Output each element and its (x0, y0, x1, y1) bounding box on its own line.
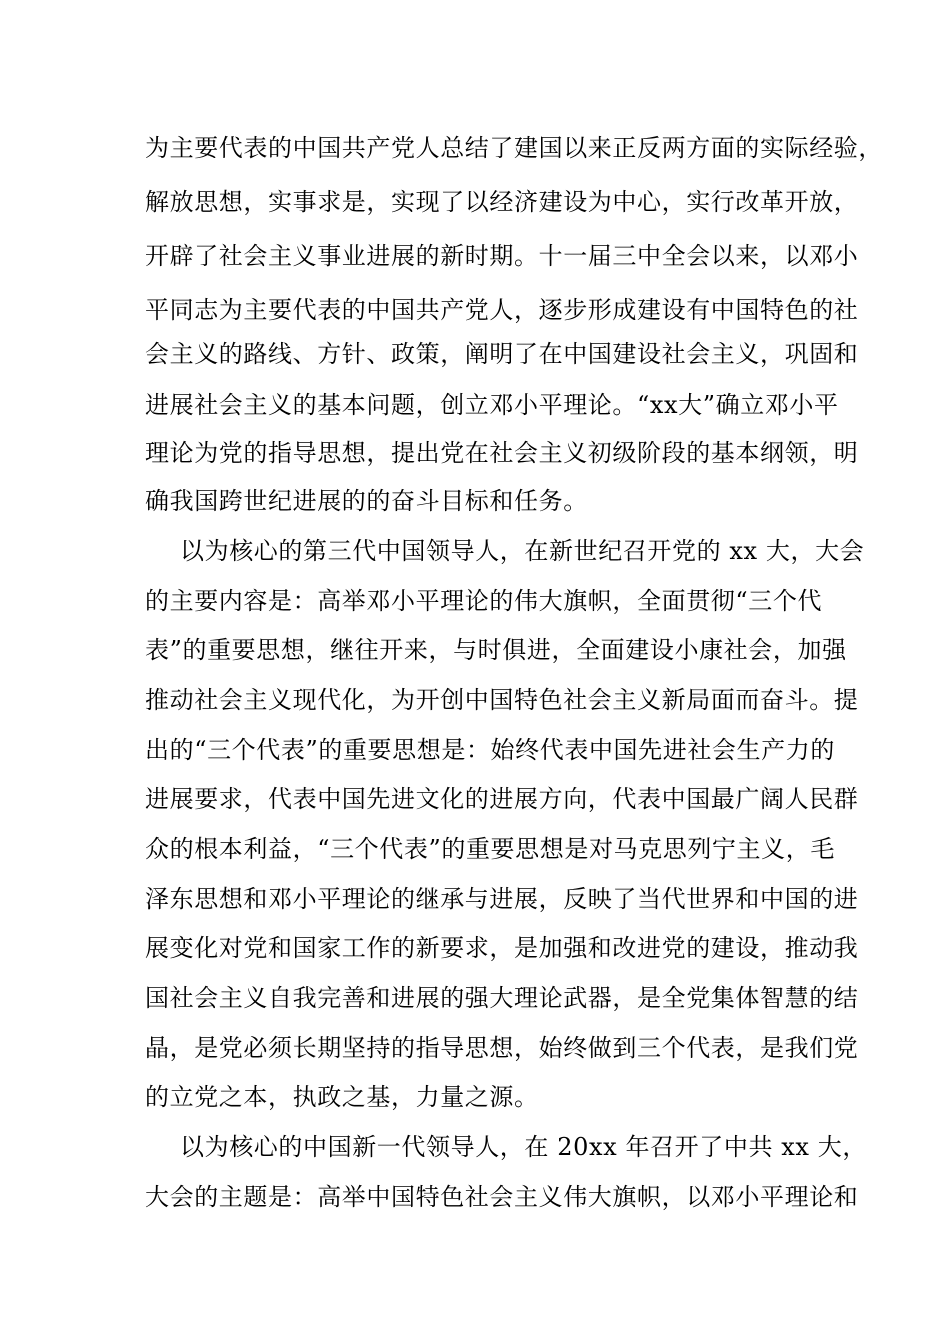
text-line: 为主要代表的中国共产党人总结了建国以来正反两方面的实际经验， (145, 134, 883, 162)
text-line: 推动社会主义现代化，为开创中国特色社会主义新局面而奋斗。提 (145, 686, 859, 714)
text-line: 理论为党的指导思想，提出党在社会主义初级阶段的基本纲领，明 (145, 439, 859, 467)
text-line: 以为核心的中国新一代领导人，在 20xx 年召开了中共 xx 大， (180, 1133, 867, 1161)
text-line: 的主要内容是：高举邓小平理论的伟大旗帜，全面贯彻“三个代 (145, 587, 823, 615)
text-line: 泽东思想和邓小平理论的继承与进展，反映了当代世界和中国的进 (145, 885, 859, 913)
text-line: 的立党之本，执政之基，力量之源。 (145, 1083, 539, 1111)
text-line: 出的“三个代表”的重要思想是：始终代表中国先进社会生产力的 (145, 736, 835, 764)
text-line: 以为核心的第三代中国领导人，在新世纪召开党的 xx 大，大会 (180, 537, 865, 565)
text-line: 解放思想，实事求是，实现了以经济建设为中心，实行改革开放， (145, 188, 859, 216)
text-line: 众的根本利益，“三个代表”的重要思想是对马克思列宁主义，毛 (145, 835, 835, 863)
text-line: 大会的主题是：高举中国特色社会主义伟大旗帜，以邓小平理论和 (145, 1183, 859, 1211)
text-line: 平同志为主要代表的中国共产党人，逐步形成建设有中国特色的社 (145, 296, 859, 324)
text-line: 确我国跨世纪进展的的奋斗目标和任务。 (145, 487, 588, 515)
text-line: 晶，是党必须长期坚持的指导思想，始终做到三个代表，是我们党 (145, 1034, 859, 1062)
text-line: 开辟了社会主义事业进展的新时期。十一届三中全会以来，以邓小 (145, 242, 859, 270)
text-line: 会主义的路线、方针、政策，阐明了在中国建设社会主义，巩固和 (145, 340, 859, 368)
text-line: 表”的重要思想，继往开来，与时俱进，全面建设小康社会，加强 (145, 636, 847, 664)
text-line: 展变化对党和国家工作的新要求，是加强和改进党的建设，推动我 (145, 934, 859, 962)
text-line: 国社会主义自我完善和进展的强大理论武器，是全党集体智慧的结 (145, 984, 859, 1012)
text-line: 进展社会主义的基本问题，创立邓小平理论。“xx大”确立邓小平 (145, 391, 839, 419)
text-line: 进展要求，代表中国先进文化的进展方向，代表中国最广阔人民群 (145, 785, 859, 813)
